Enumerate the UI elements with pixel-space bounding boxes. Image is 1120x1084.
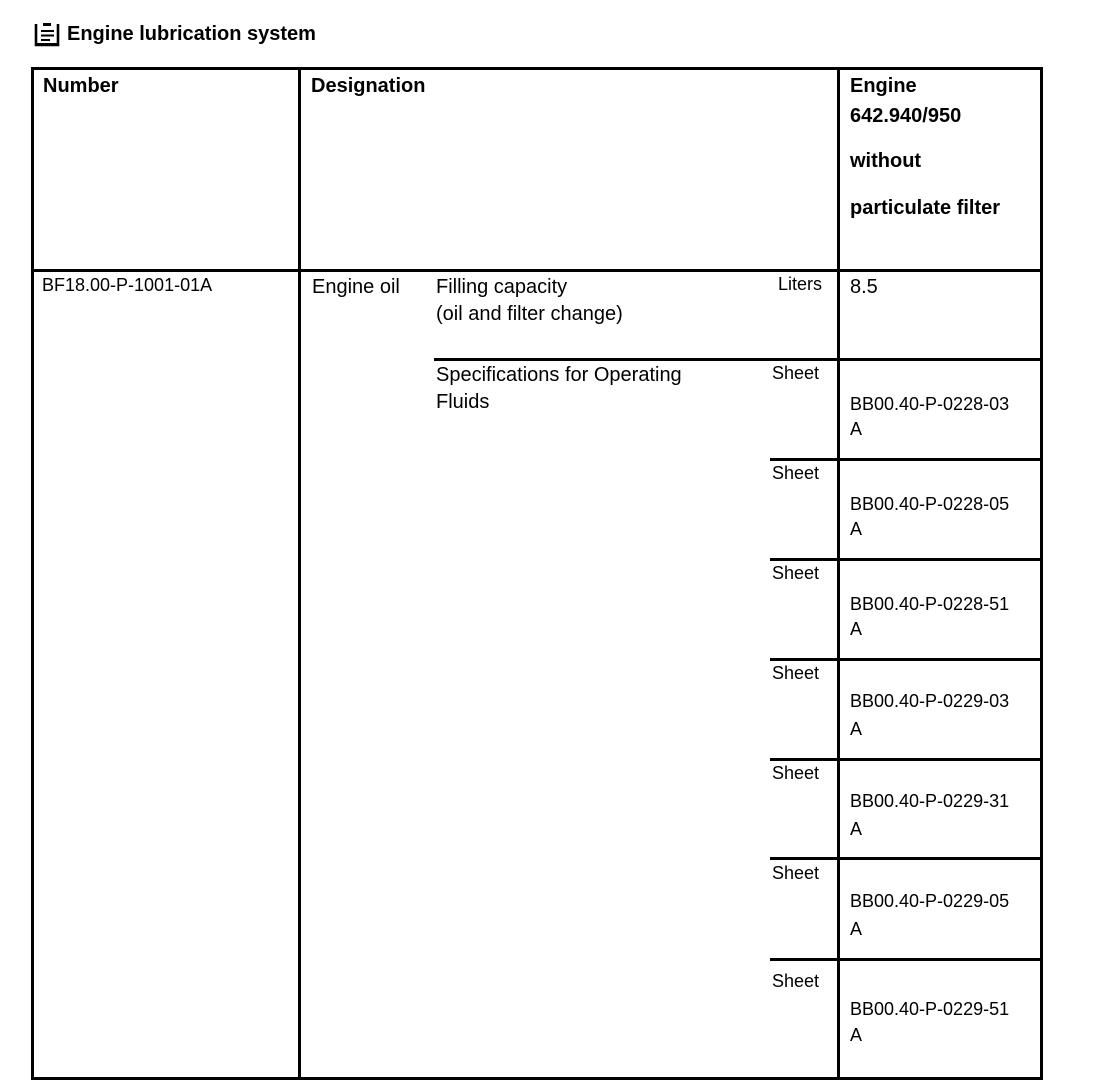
sheet-unit: Sheet (772, 863, 820, 883)
sheet-reference-suffix: A (850, 819, 863, 839)
sheet-unit: Sheet (772, 463, 820, 483)
title-text: Engine lubrication system (67, 22, 316, 45)
table-border-top (31, 67, 1043, 70)
header-engine-line-1: Engine (850, 75, 917, 97)
specs-label-line-2: Fluids (436, 391, 490, 413)
sheet-unit: Sheet (772, 763, 820, 783)
sheet-reference-suffix: A (850, 719, 863, 739)
filling-capacity-sublabel: (oil and filter change) (436, 303, 623, 325)
table-border-bottom (31, 1077, 1043, 1080)
table-border-left (31, 67, 34, 1080)
row-divider (770, 658, 1043, 661)
part-number: BF18.00-P-1001-01A (42, 275, 213, 295)
sheet-reference: BB00.40-P-0229-05 (850, 891, 1010, 911)
sheet-reference-suffix: A (850, 419, 863, 439)
specs-label-line-1: Specifications for Operating (436, 364, 682, 386)
header-divider (31, 269, 1043, 272)
designation-engine-oil: Engine oil (312, 276, 400, 298)
header-designation: Designation (311, 75, 426, 97)
sheet-reference: BB00.40-P-0229-51 (850, 999, 1010, 1019)
header-number: Number (43, 75, 119, 97)
row-divider (770, 458, 1043, 461)
sheet-unit: Sheet (772, 971, 820, 991)
filling-capacity-label: Filling capacity (436, 276, 568, 298)
sheet-unit: Sheet (772, 563, 820, 583)
sheet-reference: BB00.40-P-0228-03 (850, 394, 1010, 414)
sheet-reference: BB00.40-P-0229-31 (850, 791, 1010, 811)
row-divider (770, 758, 1043, 761)
sheet-unit: Sheet (772, 363, 820, 383)
sheet-reference: BB00.40-P-0229-03 (850, 691, 1010, 711)
row-divider (770, 857, 1043, 860)
sheet-reference-suffix: A (850, 619, 863, 639)
sheet-reference-suffix: A (850, 519, 863, 539)
table-border-right (1040, 67, 1043, 1080)
sheet-reference-suffix: A (850, 1025, 863, 1045)
row-divider (770, 958, 1043, 961)
filling-capacity-unit: Liters (778, 274, 823, 294)
sheet-reference-suffix: A (850, 919, 863, 939)
header-engine-line-3: without (850, 150, 922, 172)
header-engine-line-2: 642.940/950 (850, 105, 962, 127)
column-divider-number (298, 67, 301, 1080)
row-divider-filling (434, 358, 1043, 361)
column-divider-engine (837, 67, 840, 1080)
filling-capacity-value: 8.5 (850, 276, 878, 298)
sheet-unit: Sheet (772, 663, 820, 683)
sheet-reference: BB00.40-P-0228-05 (850, 494, 1010, 514)
row-divider (770, 558, 1043, 561)
sheet-reference: BB00.40-P-0228-51 (850, 594, 1010, 614)
header-engine-line-4: particulate filter (850, 197, 1001, 219)
